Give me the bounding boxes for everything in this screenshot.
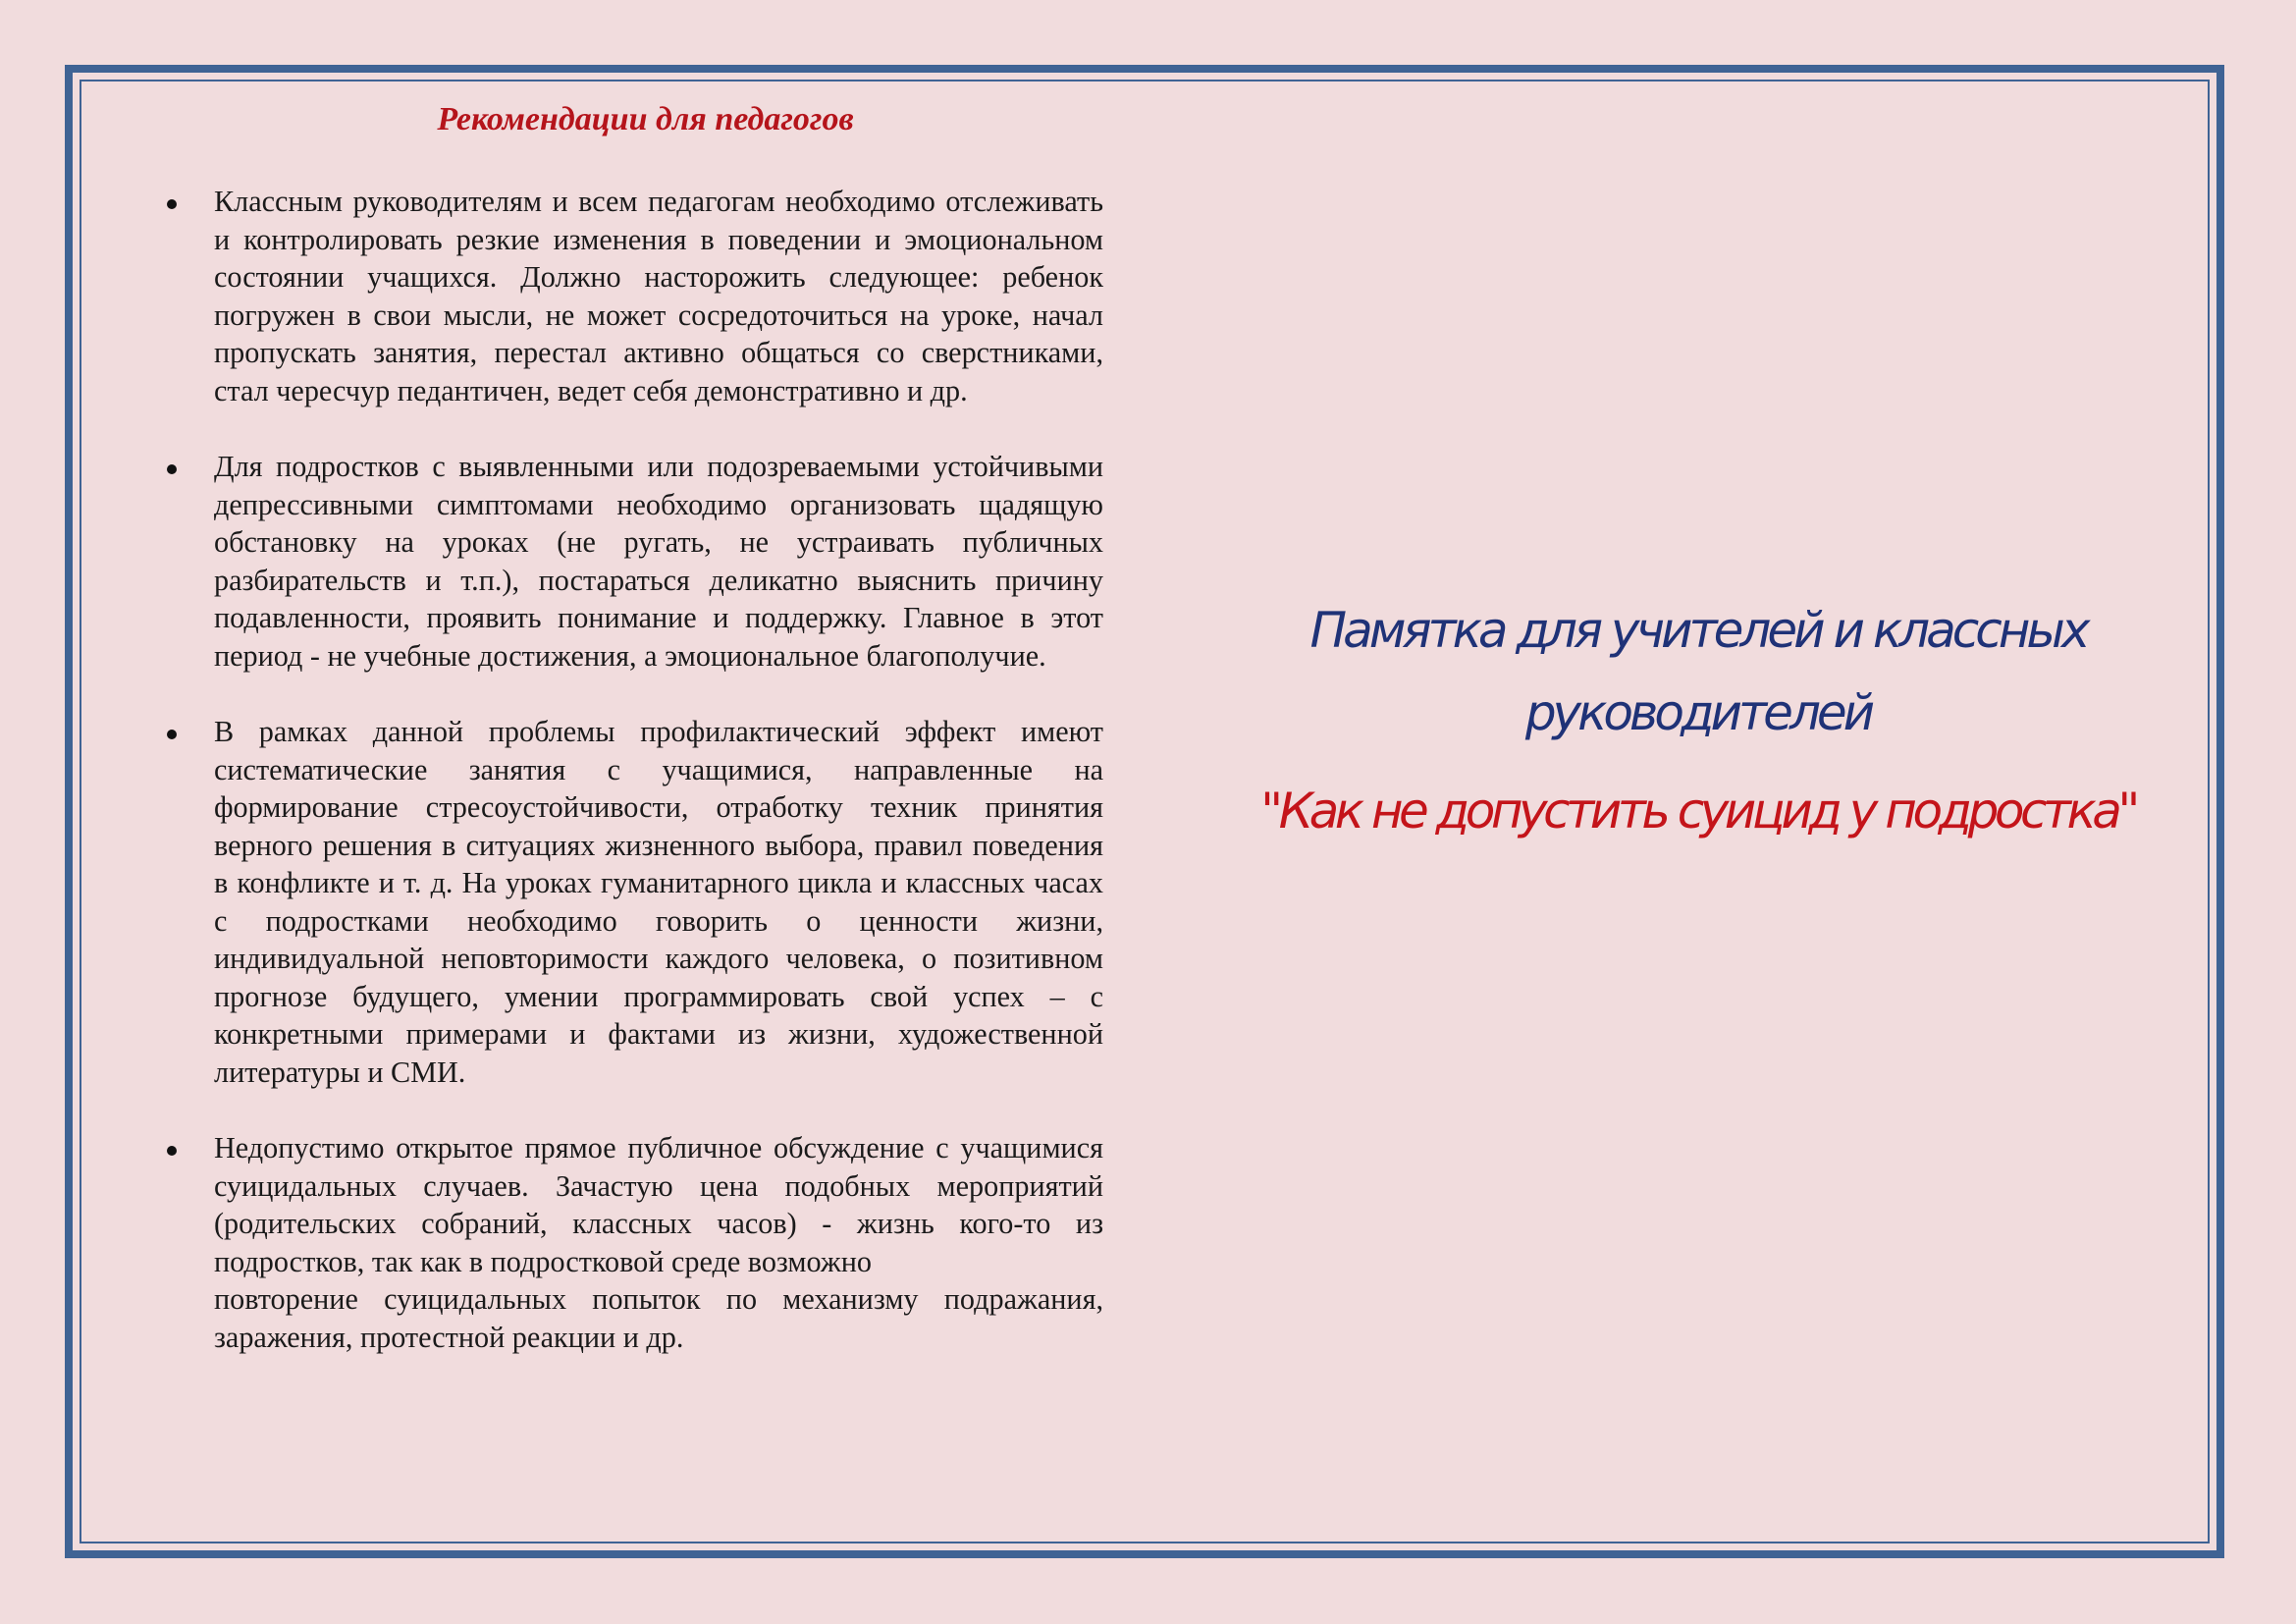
list-item [157, 183, 1103, 409]
memo-title: Памятка для учителей и классных руководителей [1309, 602, 2087, 741]
list-item-text: Недопустимо открытое прямое публичное обсуждение с учащимися суицидальных случаев. Зачастую цена подобных мероприятий (родительских собраний, классных часов) - жизнь кого-то из подростков, так как в подростковой среде возможно [214, 1131, 1103, 1278]
list-item-text: Для подростков с выявленными или подозреваемыми устойчивыми депрессивными симптомами необходимо организовать щадящую обстановку на уроках (не ругать, не устраивать публичных разбирательств и т.п.), постараться деликатно выяснить причину подавленности, проявить понимание и поддержку. Главное в этот период - не учебные достижения, а эмоциональное благополучие. [214, 450, 1103, 673]
memo-subtitle: "Как не допустить суицид у подростка" [1260, 783, 2136, 839]
bullet-icon [167, 199, 177, 209]
memo-title-block [1217, 589, 2179, 850]
list-item-text: В рамках данной проблемы профилактический эффект имеют систематические занятия с учащимися, направленные на формирование стресоустойчивости, отработку техник принятия верного решения в ситуациях жизненного выбора, правил поведения в конфликте и т. д. На уроках гуманитарного цикла и классных часах с подростками необходимо говорить о ценности жизни, индивидуальной неповторимости каждого человека, о позитивном прогнозе будущего, умении программировать свой успех – с конкретными примерами и фактами из жизни, художественной литературы и СМИ. [214, 715, 1103, 1089]
bullet-icon [167, 1146, 177, 1156]
recommendations-heading: Рекомендации для педагогов [437, 101, 854, 137]
list-item-text-continuation: повторение суицидальных попыток по механизму подражания, заражения, протестной реакции и др. [214, 1282, 1103, 1354]
list-item [157, 713, 1103, 1091]
bullet-icon [167, 730, 177, 739]
list-item-text: Классным руководителям и всем педагогам необходимо отслеживать и контролировать резкие изменения в поведении и эмоциональном состоянии учащихся. Должно насторожить следующее: ребенок погружен в свои мысли, не может сосредоточиться на уроке, начал пропускать занятия, перестал активно общаться со сверстниками, стал чересчур педантичен, ведет себя демонстративно и др. [214, 185, 1103, 407]
recommendations-column [157, 98, 1103, 1394]
list-item [157, 1129, 1103, 1356]
bullet-icon [167, 464, 177, 474]
list-item [157, 448, 1103, 675]
recommendations-list [157, 183, 1103, 1356]
